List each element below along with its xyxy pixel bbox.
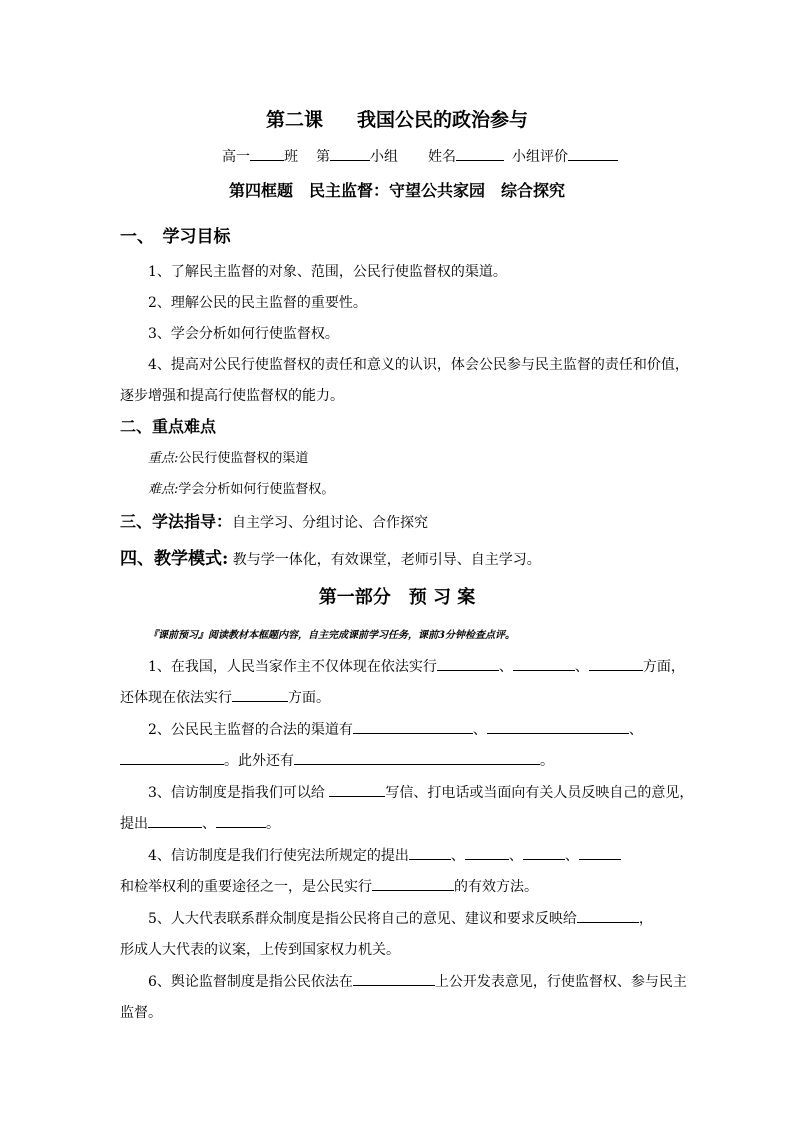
question-text: 写信、打电话或当面向有关人员反映自己的意见， <box>385 785 694 801</box>
question-2-line-a <box>148 719 643 739</box>
goal-item: 2、理解公民的民主监督的重要性。 <box>148 295 367 311</box>
teaching-mode-text: 教与学一体化，有效课堂，老师引导、自主学习。 <box>228 552 541 568</box>
group-prefix: 第 <box>316 149 330 165</box>
fill-blank[interactable] <box>409 845 451 860</box>
fill-blank[interactable] <box>216 813 266 828</box>
question-text: 1、在我国，人民当家作主不仅体现在依法实行 <box>148 659 437 675</box>
part-one-title: 第一部分 预 习 案 <box>318 587 476 608</box>
fill-blank[interactable] <box>353 971 435 986</box>
key-point-line <box>148 447 308 466</box>
fill-blank[interactable] <box>353 719 473 734</box>
question-text: 方面。 <box>288 690 330 706</box>
section-heading-teaching-mode <box>120 544 541 569</box>
key-point-label: 重点: <box>148 451 179 466</box>
teaching-mode-title: 四、教学模式: <box>120 549 229 569</box>
fill-blank[interactable] <box>120 750 224 765</box>
question-text: 。 <box>540 753 554 769</box>
fill-blank[interactable] <box>513 656 575 671</box>
fill-blank[interactable] <box>232 687 288 702</box>
page-title <box>0 105 794 132</box>
preview-tip: 『课前预习』阅读教材本框题内容，自主完成课前学习任务，课前3分钟检查点评。 <box>148 630 515 641</box>
question-text: 。此外还有 <box>224 753 294 769</box>
question-1-line-a <box>148 656 685 676</box>
question-text: 3、信访制度是指我们可以给 <box>148 785 330 801</box>
group-label: 小组 <box>370 149 398 165</box>
goal-item: 1、了解民主监督的对象、范围，公民行使监督权的渠道。 <box>148 264 507 280</box>
fill-blank[interactable] <box>465 845 509 860</box>
question-text: 方面， <box>642 659 685 675</box>
question-3-line-b <box>120 813 280 833</box>
difficulty-line <box>148 478 334 497</box>
separator: 、 <box>574 659 589 675</box>
question-3-line-a <box>148 782 693 802</box>
fill-blank[interactable] <box>579 845 621 860</box>
lesson-subtitle: 第四框题 民主监督：守望公共家园 综合探究 <box>228 181 565 200</box>
goal-item: 4、提高对公民行使监督权的责任和意义的认识，体会公民参与民主监督的责任和价值， <box>148 357 689 373</box>
question-4-line-a <box>148 845 621 865</box>
separator: 、 <box>472 722 487 738</box>
method-title: 三、学法指导： <box>120 512 233 531</box>
fill-blank[interactable] <box>589 656 643 671</box>
question-text: 的有效方法。 <box>454 879 538 895</box>
fill-blank[interactable] <box>329 782 385 797</box>
method-text: 自主学习、分组讨论、合作探究 <box>232 515 429 531</box>
difficulty-text: 学会分析如何行使监督权。 <box>178 482 335 497</box>
separator: 、 <box>498 659 513 675</box>
class-label: 班 <box>284 149 298 165</box>
separator: 、 <box>628 722 643 738</box>
evaluation-label: 小组评价 <box>512 149 568 165</box>
goal-item-continued: 逐步增强和提高行使监督权的能力。 <box>120 388 344 404</box>
section-heading-key-points: 二、重点难点 <box>120 417 217 436</box>
name-blank[interactable] <box>456 146 504 161</box>
section-heading-goals: 一、 学习目标 <box>120 227 231 247</box>
student-info-line <box>222 146 618 166</box>
separator: 、 <box>450 848 465 864</box>
separator: 、 <box>564 848 579 864</box>
question-text: 5、人大代表联系群众制度是指公民将自己的意见、建议和要求反映给 <box>148 911 577 927</box>
fill-blank[interactable] <box>372 876 454 891</box>
goal-item: 3、学会分析如何行使监督权。 <box>148 326 339 342</box>
section-heading-method <box>120 509 428 532</box>
question-text: 4、信访制度是我们行使宪法所规定的提出 <box>148 848 409 864</box>
separator: 、 <box>508 848 523 864</box>
fill-blank[interactable] <box>437 656 499 671</box>
question-6-line-a <box>148 971 687 991</box>
lesson-title: 我国公民的政治参与 <box>357 109 529 131</box>
evaluation-blank[interactable] <box>568 146 618 161</box>
fill-blank[interactable] <box>487 719 629 734</box>
lesson-number: 第二课 <box>265 109 323 131</box>
question-2-line-b <box>120 750 554 770</box>
question-text: 上公开发表意见，行使监督权、参与民主 <box>434 974 687 990</box>
class-blank[interactable] <box>250 146 284 161</box>
fill-blank[interactable] <box>577 908 639 923</box>
question-text: 提出 <box>120 816 148 832</box>
question-text: ， <box>638 911 653 927</box>
question-4-line-b <box>120 876 538 896</box>
question-text: 6、舆论监督制度是指公民依法在 <box>148 974 353 990</box>
group-blank[interactable] <box>330 146 370 161</box>
question-text: 和检举权利的重要途径之一，是公民实行 <box>120 879 372 895</box>
fill-blank[interactable] <box>294 750 540 765</box>
question-6-line-b: 监督。 <box>120 1005 162 1021</box>
question-5-line-b: 形成人大代表的议案，上传到国家权力机关。 <box>120 942 400 958</box>
question-text: 。 <box>266 816 280 832</box>
key-point-text: 公民行使监督权的渠道 <box>178 451 309 466</box>
difficulty-label: 难点: <box>148 482 179 497</box>
question-text: 还体现在依法实行 <box>120 690 232 706</box>
question-1-line-b <box>120 687 330 707</box>
separator: 、 <box>202 816 216 832</box>
fill-blank[interactable] <box>523 845 565 860</box>
question-text: 2、公民民主监督的合法的渠道有 <box>148 722 353 738</box>
name-label: 姓名 <box>428 149 456 165</box>
fill-blank[interactable] <box>148 813 202 828</box>
grade-label: 高一 <box>222 149 250 165</box>
question-5-line-a <box>148 908 653 928</box>
